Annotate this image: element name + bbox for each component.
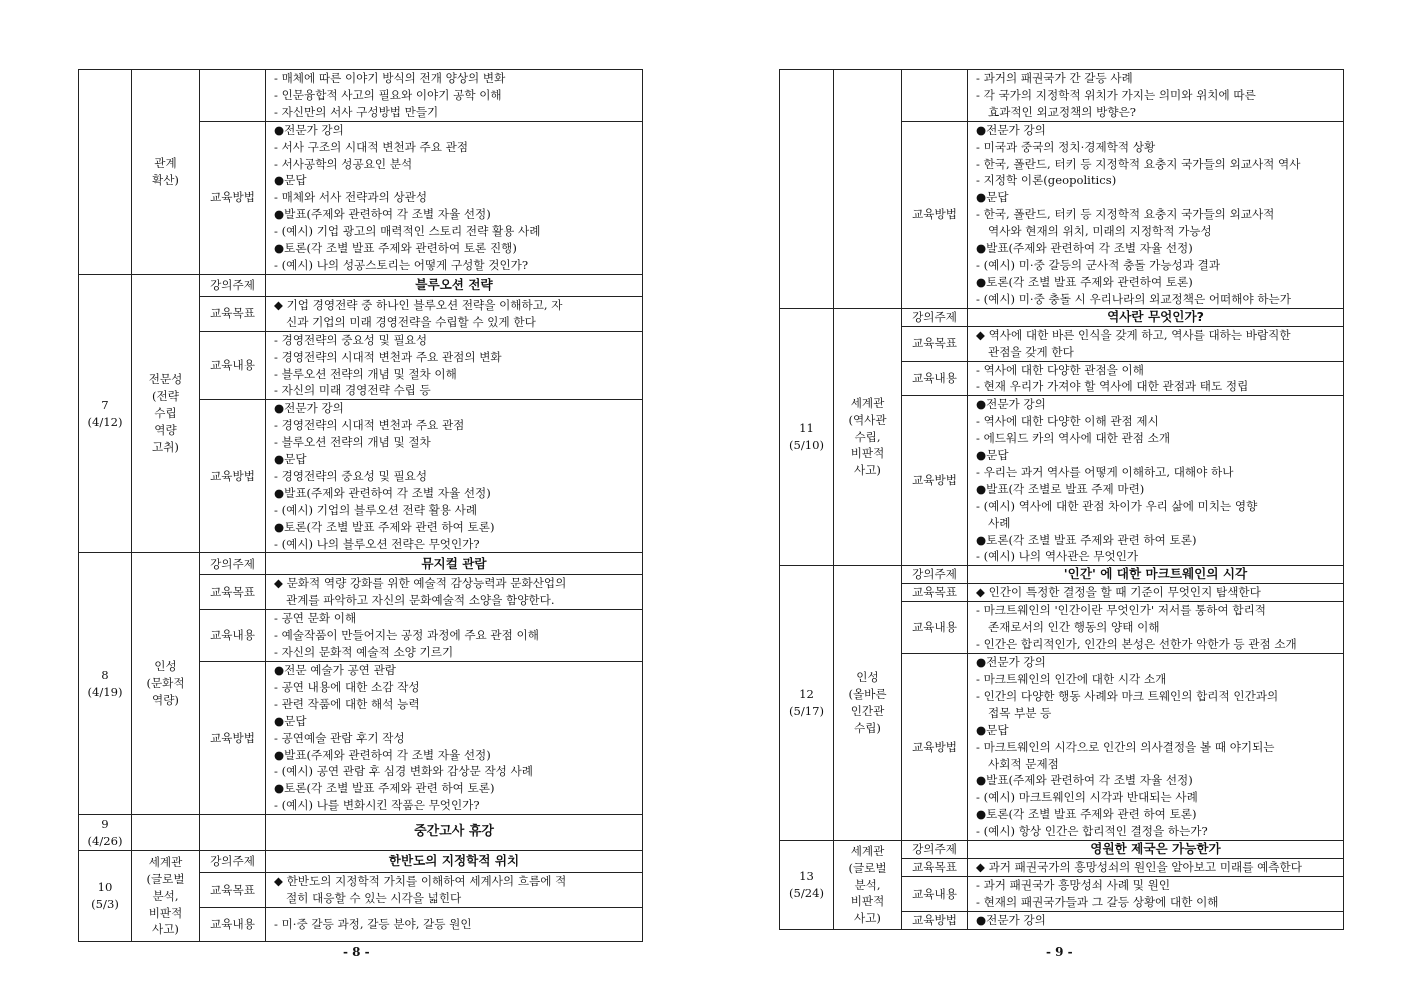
row-label: 교육방법 [200, 400, 266, 553]
subject-label: 강의주제 [902, 308, 968, 326]
subject-row [780, 566, 1344, 584]
content-line: 사회적 문제점 [988, 756, 1059, 771]
content-line: - 경영전략의 시대적 변천과 주요 관점의 변화 [274, 349, 502, 364]
content-line: - 예술작품이 만들어지는 공정 과정에 주요 관점 이해 [274, 628, 539, 643]
right-page [779, 69, 1344, 930]
row-label: 교육내용 [902, 602, 968, 654]
theme-cell: 세계관 (역사관 수립, 비판적 사고) [834, 308, 902, 566]
content-line: 효과적인 외교정책의 방향은? [988, 104, 1136, 119]
content-line: - 서사공학의 성공요인 분석 [274, 156, 413, 171]
content-line: - 현재 우리가 가져야 할 역사에 대한 관점과 태도 정립 [976, 379, 1249, 394]
row-label: 교육목표 [200, 296, 266, 331]
theme-cell: 인성 (문화적 역량) [132, 553, 200, 815]
content-line: - 공연예술 관람 후기 작성 [274, 730, 405, 745]
row-label: 교육목표 [902, 584, 968, 602]
content-line: ●전문가 강의 [274, 401, 344, 416]
content-cell [968, 584, 1344, 602]
content-cell [968, 121, 1344, 308]
midterm-notice: 중간고사 휴강 [266, 815, 643, 851]
lecture-title: 영원한 제국은 가능한가 [968, 841, 1344, 859]
content-line: - (예시) 나를 변화시킨 작품은 무엇인가? [274, 798, 480, 813]
content-cell [968, 859, 1344, 877]
subject-label: 강의주제 [902, 566, 968, 584]
subject-row [780, 308, 1344, 326]
content-line: ●발표(주제와 관련하여 각 조별 자율 선정) [274, 485, 491, 500]
row-label: 교육방법 [200, 662, 266, 815]
subject-label: 강의주제 [200, 851, 266, 873]
content-line: ●전문가 강의 [274, 122, 344, 137]
lecture-title: 역사란 무엇인가? [968, 308, 1344, 326]
content-cell [266, 873, 643, 908]
empty-label-cell [200, 815, 266, 851]
content-line: - 인문융합적 사고의 필요와 이야기 공학 이해 [274, 87, 502, 102]
row-label [902, 70, 968, 122]
content-line: - (예시) 나의 성공스토리는 어떻게 구성할 것인가? [274, 257, 529, 272]
content-line: ●전문 예술가 공연 관람 [274, 663, 396, 677]
row-label: 교육목표 [902, 859, 968, 877]
content-line: - (예시) 마크트웨인의 시각과 반대되는 사례 [976, 790, 1198, 805]
row-label [200, 70, 266, 122]
content-line: 신과 기업의 미래 경영전략을 수립할 수 있게 한다 [286, 314, 536, 329]
content-line: ●문답 [274, 452, 307, 467]
week-cell: 7 (4/12) [79, 274, 132, 553]
content-line: - 경영전략의 시대적 변천과 주요 관점 [274, 418, 465, 433]
curriculum-table-right [779, 69, 1344, 930]
content-line: - (예시) 미·중 충돌 시 우리나라의 외교정책은 어떠해야 하는가 [976, 291, 1291, 306]
content-cell [266, 662, 643, 815]
content-line: ●발표(주제와 관련하여 각 조별 자율 선정) [274, 747, 491, 762]
content-line: ◆ 과거 패권국가의 흥망성쇠의 원인을 알아보고 미래를 예측한다 [976, 860, 1302, 875]
content-line: - (예시) 미·중 갈등의 군사적 충돌 가능성과 결과 [976, 257, 1221, 272]
content-line: ●발표(각 조별로 발표 주제 마련) [976, 481, 1145, 496]
row-label: 교육방법 [902, 396, 968, 566]
content-cell [266, 907, 643, 941]
content-line: - 과거 패권국가 흥망성쇠 사례 및 원인 [976, 878, 1171, 893]
lecture-title: '인간' 에 대한 마크트웨인의 시각 [968, 566, 1344, 584]
content-line: ●문답 [976, 448, 1009, 463]
content-line: - 자신의 미래 경영전략 수립 등 [274, 383, 431, 398]
content-line: 존재로서의 인간 행동의 양태 이해 [988, 620, 1160, 635]
content-row [780, 70, 1344, 122]
content-line: ●문답 [274, 713, 307, 728]
content-line: - 우리는 과거 역사를 어떻게 이해하고, 대해야 하나 [976, 464, 1234, 479]
content-line: - 경영전략의 중요성 및 필요성 [274, 468, 428, 483]
content-line: - 한국, 폴란드, 터키 등 지정학적 요충지 국가들의 외교사적 역사 [976, 156, 1301, 171]
page-number-left: - 8 - [343, 945, 370, 959]
content-line: - (예시) 기업 광고의 매력적인 스토리 전략 활용 사례 [274, 224, 541, 239]
theme-cell: 세계관 (글로벌 분석, 비판적 사고) [132, 851, 200, 942]
content-line: - (예시) 역사에 대한 관점 차이가 우리 삶에 미치는 영향 [976, 498, 1258, 513]
content-line: ◆ 한반도의 지정학적 가치를 이해하여 세계사의 흐름에 적 [274, 874, 567, 889]
content-line: - 각 국가의 지정학적 위치가 가지는 의미와 위치에 따른 [976, 87, 1256, 102]
week-cell: 13 (5/24) [780, 841, 834, 930]
subject-label: 강의주제 [200, 553, 266, 575]
content-line: ●토론(각 조별 발표 주제와 관련 하여 토론) [976, 807, 1197, 822]
content-cell [266, 610, 643, 662]
content-line: - 관련 작품에 대한 해석 능력 [274, 696, 420, 711]
content-line: 접목 부분 등 [988, 705, 1052, 720]
content-cell [968, 326, 1344, 361]
content-line: - 역사에 대한 다양한 이해 관점 제시 [976, 414, 1159, 429]
row-label: 교육내용 [200, 907, 266, 941]
content-cell [266, 575, 643, 610]
content-line: - 매체와 서사 전략과의 상관성 [274, 190, 428, 205]
row-label: 교육방법 [902, 911, 968, 929]
content-line: - 인간은 합리적인가, 인간의 본성은 선한가 악한가 등 관점 소개 [976, 637, 1297, 652]
content-line: - 과거의 패권국가 간 갈등 사례 [976, 71, 1133, 85]
content-line: ●발표(주제와 관련하여 각 조별 자율 선정) [976, 773, 1193, 788]
content-line: - (예시) 나의 블루오션 전략은 무엇인가? [274, 536, 480, 551]
row-label: 교육내용 [902, 877, 968, 912]
lecture-title: 뮤지컬 관람 [266, 553, 643, 575]
content-line: - (예시) 항상 인간은 합리적인 결정을 하는가? [976, 824, 1208, 839]
content-cell [968, 877, 1344, 912]
content-cell [266, 70, 643, 122]
content-line: - 한국, 폴란드, 터키 등 지정학적 요충지 국가들의 외교사적 [976, 207, 1275, 222]
content-cell [266, 400, 643, 553]
content-line: 역사와 현재의 위치, 미래의 지정학적 가능성 [988, 224, 1212, 239]
row-label: 교육내용 [200, 331, 266, 400]
row-label: 교육목표 [200, 873, 266, 908]
content-line: - (예시) 기업의 블루오션 전략 활용 사례 [274, 502, 478, 517]
content-cell [968, 70, 1344, 122]
subject-label: 강의주제 [902, 841, 968, 859]
left-page [78, 69, 643, 942]
week-cell: 11 (5/10) [780, 308, 834, 566]
week-cell [780, 70, 834, 309]
subject-row [780, 841, 1344, 859]
content-cell [968, 654, 1344, 841]
content-line: - (예시) 공연 관람 후 심경 변화와 감상문 작성 사례 [274, 764, 533, 779]
content-line: ◆ 역사에 대한 바른 인식을 갖게 하고, 역사를 대하는 바람직한 [976, 327, 1291, 342]
week-cell: 9 (4/26) [79, 815, 132, 851]
content-line: ●문답 [274, 173, 307, 188]
content-line: - 마크트웨인의 '인간이란 무엇인가' 저서를 통하여 합리적 [976, 603, 1266, 618]
row-label: 교육목표 [902, 326, 968, 361]
content-line: - 공연 내용에 대한 소감 작성 [274, 679, 420, 694]
content-line: - 블루오션 전략의 개념 및 절차 이해 [274, 366, 457, 381]
row-label: 교육내용 [200, 610, 266, 662]
content-line: ●전문가 강의 [976, 655, 1046, 670]
theme-cell: 인성 (올바른 인간관 수립) [834, 566, 902, 841]
content-line: - 블루오션 전략의 개념 및 절차 [274, 435, 431, 450]
content-cell [266, 331, 643, 400]
content-line: - 공연 문화 이해 [274, 611, 357, 626]
curriculum-table-left [78, 69, 643, 942]
content-line: ●전문가 강의 [976, 397, 1046, 412]
content-line: ●문답 [976, 722, 1009, 737]
lecture-title: 한반도의 지정학적 위치 [266, 851, 643, 873]
content-line: ◆ 인간이 특정한 결정을 할 때 기준이 무엇인지 탐색한다 [976, 585, 1261, 600]
row-label: 교육내용 [902, 361, 968, 396]
content-line: ●전문가 강의 [976, 912, 1046, 927]
subject-row [79, 274, 643, 296]
content-line: - 서사 구조의 시대적 변천과 주요 관점 [274, 139, 469, 154]
content-line: ●발표(주제와 관련하여 각 조별 자율 선정) [976, 241, 1193, 256]
content-cell [968, 361, 1344, 396]
content-line: ◆ 문화적 역량 강화를 위한 예술적 감상능력과 문화산업의 [274, 576, 567, 591]
theme-cell [834, 70, 902, 309]
content-line: ●토론(각 조별 발표 주제와 관련 하여 토론) [976, 532, 1197, 547]
content-line: - 미국과 중국의 정치·경제학적 상황 [976, 139, 1156, 154]
content-line: ●토론(각 조별 발표 주제와 관련 하여 토론) [274, 519, 495, 534]
content-line: ●전문가 강의 [976, 122, 1046, 137]
subject-row [79, 851, 643, 873]
content-line: - 미·중 갈등 과정, 갈등 분야, 갈등 원인 [274, 917, 472, 932]
content-line: ◆ 기업 경영전략 중 하나인 블루오션 전략을 이해하고, 자 [274, 297, 563, 312]
content-line: - 현재의 패권국가들과 그 갈등 상황에 대한 이해 [976, 894, 1219, 909]
content-line: - 매체에 따른 이야기 방식의 전개 양상의 변화 [274, 71, 506, 85]
content-cell [968, 396, 1344, 566]
content-cell [968, 602, 1344, 654]
content-line: ●토론(각 조별 발표 주제와 관련하여 토론 진행) [274, 241, 517, 256]
row-label: 교육방법 [902, 654, 968, 841]
content-line: - 마크트웨인의 인간에 대한 시각 소개 [976, 672, 1167, 686]
content-cell [266, 296, 643, 331]
row-label: 교육방법 [200, 121, 266, 274]
subject-label: 강의주제 [200, 274, 266, 296]
content-line: ●문답 [976, 190, 1009, 205]
content-line: 절히 대응할 수 있는 시각을 넓힌다 [286, 891, 462, 906]
subject-row [79, 553, 643, 575]
theme-cell: 관계 확산) [132, 70, 200, 275]
content-line: 사례 [988, 515, 1011, 530]
week-cell: 8 (4/19) [79, 553, 132, 815]
content-line: ●발표(주제와 관련하여 각 조별 자율 선정) [274, 207, 491, 222]
midterm-row [79, 815, 643, 851]
theme-cell [132, 815, 200, 851]
content-line: - 인간의 다양한 행동 사례와 마크 트웨인의 합리적 인간과의 [976, 688, 1279, 703]
content-line: - (예시) 나의 역사관은 무엇인가 [976, 549, 1139, 564]
theme-cell: 전문성 (전략 수립 역량 고취) [132, 274, 200, 553]
content-row [79, 70, 643, 122]
content-line: - 마크트웨인의 시각으로 인간의 의사결정을 볼 때 야기되는 [976, 739, 1275, 754]
row-label: 교육방법 [902, 121, 968, 308]
content-cell [968, 911, 1344, 929]
week-cell: 12 (5/17) [780, 566, 834, 841]
page-number-right: - 9 - [1046, 945, 1073, 959]
row-label: 교육목표 [200, 575, 266, 610]
content-line: - 지정학 이론(geopolitics) [976, 173, 1117, 188]
content-cell [266, 121, 643, 274]
content-line: - 자신의 문화적 예술적 소양 기르기 [274, 645, 454, 660]
week-cell [79, 70, 132, 275]
content-line: - 역사에 대한 다양한 관점을 이해 [976, 362, 1144, 377]
content-line: ●토론(각 조별 발표 주제와 관련 하여 토론) [274, 781, 495, 796]
week-cell: 10 (5/3) [79, 851, 132, 942]
content-line: - 자신만의 서사 구성방법 만들기 [274, 104, 439, 119]
lecture-title: 블루오션 전략 [266, 274, 643, 296]
content-line: 관계를 파악하고 자신의 문화예술적 소양을 함양한다. [286, 593, 555, 608]
content-line: - 에드워드 카의 역사에 대한 관점 소개 [976, 431, 1171, 446]
content-line: - 경영전략의 중요성 및 필요성 [274, 332, 428, 347]
theme-cell: 세계관 (글로벌 분석, 비판적 사고) [834, 841, 902, 930]
content-line: ●토론(각 조별 발표 주제와 관련하여 토론) [976, 274, 1193, 289]
content-line: 관점을 갖게 한다 [988, 344, 1074, 359]
